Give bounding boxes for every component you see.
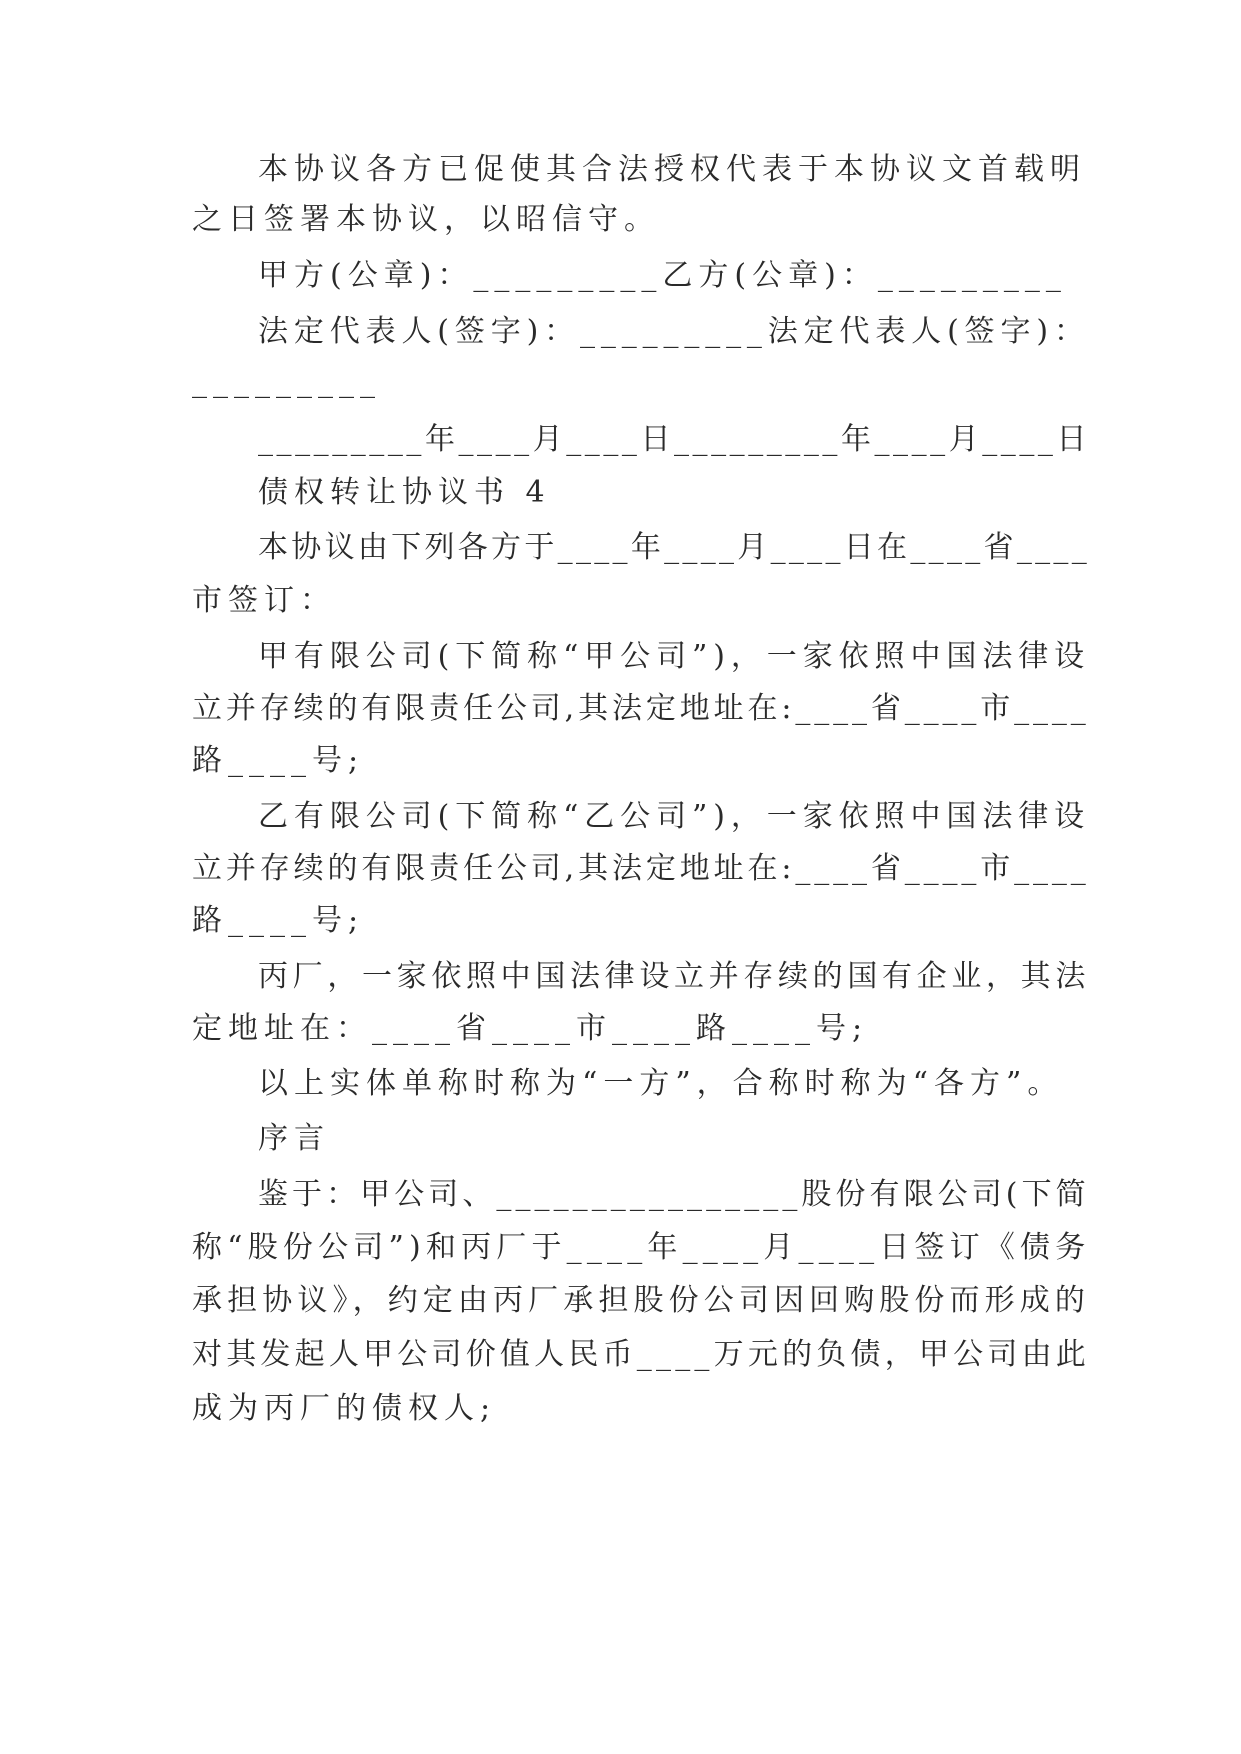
paragraph-line: 之日签署本协议，以昭信守。: [192, 202, 660, 237]
section-title: 债权转让协议书 4: [258, 475, 551, 510]
paragraph-line: 以上实体单称时称为“一方”，合称时称为“各方”。: [258, 1066, 1064, 1101]
party-b-line: 路____号;: [192, 903, 365, 938]
paragraph-line: 本协议由下列各方于____年____月____日在____省____: [258, 530, 1090, 565]
party-c-line: 定地址在：____省____市____路____号;: [192, 1011, 869, 1046]
signature-line-seal: 甲方(公章)：_________乙方(公章)：_________: [258, 258, 1067, 293]
date-line: _________年____月____日_________年____月____日: [258, 422, 1090, 457]
paragraph-line: 对其发起人甲公司价值人民币____万元的负债，甲公司由此: [192, 1337, 1090, 1372]
party-a-line: 甲有限公司(下简称“甲公司”)，一家依照中国法律设: [258, 639, 1091, 674]
signature-blank: _________: [192, 364, 381, 399]
paragraph-line: 承担协议》，约定由丙厂承担股份公司因回购股份而形成的: [192, 1283, 1090, 1318]
paragraph-line: 成为丙厂的债权人;: [192, 1391, 497, 1426]
paragraph-line: 鉴于：甲公司、________________股份有限公司(下简: [258, 1177, 1090, 1212]
paragraph-line: 本协议各方已促使其合法授权代表于本协议文首载明: [258, 152, 1086, 187]
paragraph-line: 市签订：: [192, 583, 336, 618]
party-a-line: 立并存续的有限责任公司,其法定地址在:____省____市____: [192, 691, 1090, 726]
party-b-line: 乙有限公司(下简称“乙公司”)，一家依照中国法律设: [258, 799, 1091, 834]
party-c-line: 丙厂，一家依照中国法律设立并存续的国有企业，其法: [258, 959, 1090, 994]
signature-line-representative: 法定代表人(签字)：_________法定代表人(签字)：: [258, 314, 1090, 349]
section-heading-preface: 序言: [258, 1121, 330, 1156]
paragraph-line: 称“股份公司”)和丙厂于____年____月____日签订《债务: [192, 1230, 1091, 1265]
party-a-line: 路____号;: [192, 743, 365, 778]
party-b-line: 立并存续的有限责任公司,其法定地址在:____省____市____: [192, 851, 1090, 886]
